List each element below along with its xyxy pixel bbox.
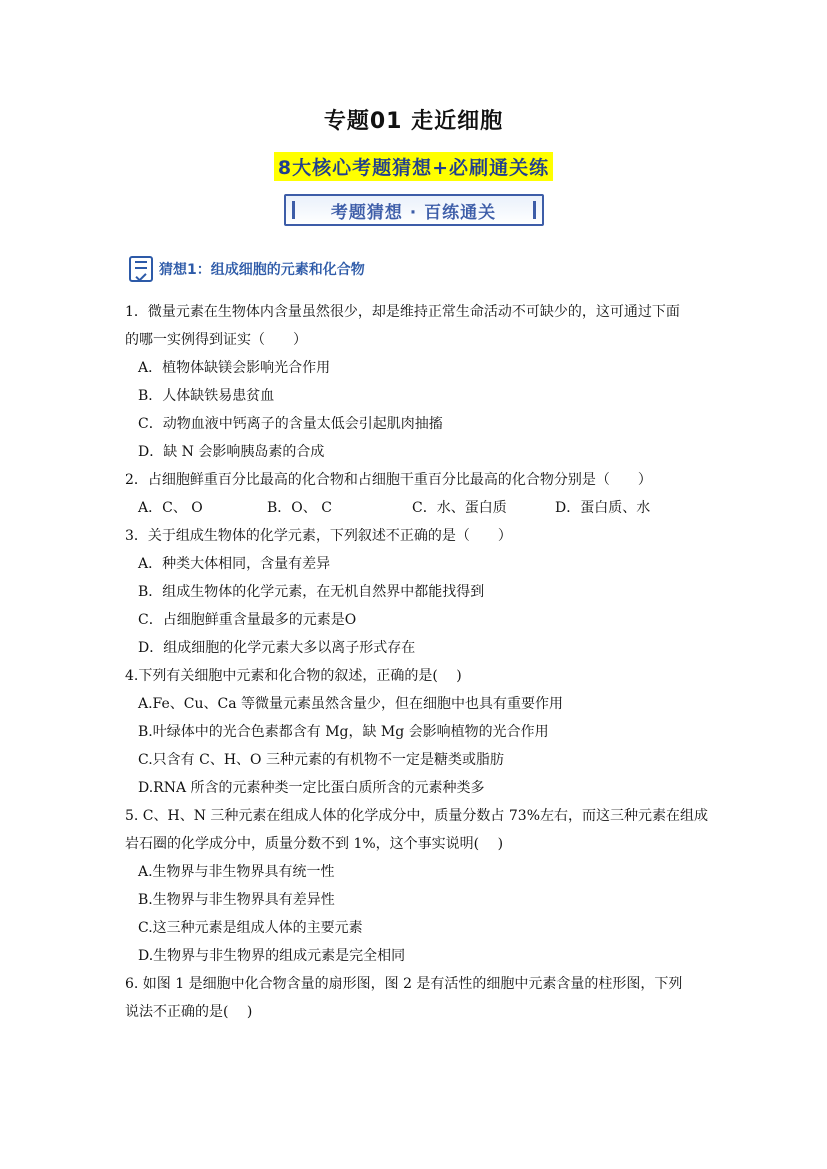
option-a: A.生物界与非生物界具有统一性 xyxy=(138,864,335,880)
option-b: B．人体缺铁易患贫血 xyxy=(138,388,275,404)
option-c: C．占细胞鲜重含量最多的元素是O xyxy=(138,612,357,628)
option-b: B.生物界与非生物界具有差异性 xyxy=(138,892,335,908)
option-a: A.Fe、Cu、Ca 等微量元素虽然含量少，但在细胞中也具有重要作用 xyxy=(138,696,564,712)
question-6 xyxy=(125,970,705,1026)
page-subtitle: 8大核心考题猜想+必刷通关练 xyxy=(274,152,553,181)
question-stem-line: 2．占细胞鲜重百分比最高的化合物和占细胞干重百分比最高的化合物分别是（ ） xyxy=(125,472,652,488)
question-stem-line: 4.下列有关细胞中元素和化合物的叙述，正确的是( ) xyxy=(125,668,462,684)
question-stem-line: 1．微量元素在生物体内含量虽然很少，却是维持正常生命活动不可缺少的，这可通过下面 xyxy=(125,304,680,320)
question-list xyxy=(125,298,708,1026)
question-stem-line: 5. C、H、N 三种元素在组成人体的化学成分中，质量分数占 73%左右，而这三种元素在组成 xyxy=(125,808,708,824)
option-d: D．组成细胞的化学元素大多以离子形式存在 xyxy=(138,640,416,656)
inline-options xyxy=(125,494,705,522)
option-a: A．种类大体相同，含量有差异 xyxy=(138,556,331,572)
question-stem-line: 的哪一实例得到证实（ ） xyxy=(125,332,307,348)
option-d: D．缺 N 会影响胰岛素的合成 xyxy=(138,444,325,460)
option-c: C.这三种元素是组成人体的主要元素 xyxy=(138,920,363,936)
question-4 xyxy=(125,662,705,802)
page-title: 专题01 走近细胞 xyxy=(323,109,504,134)
option-d: D.生物界与非生物界的组成元素是完全相同 xyxy=(138,948,406,964)
option-c: C.只含有 C、H、O 三种元素的有机物不一定是糖类或脂肪 xyxy=(138,752,504,768)
question-stem-line: 3．关于组成生物体的化学元素，下列叙述不正确的是（ ） xyxy=(125,528,512,544)
option-d: D.RNA 所含的元素种类一定比蛋白质所含的元素种类多 xyxy=(138,780,485,796)
question-2 xyxy=(125,466,705,522)
question-5 xyxy=(125,802,708,970)
option-c: C．动物血液中钙离子的含量太低会引起肌肉抽搐 xyxy=(138,416,443,432)
option-c: C．水、蛋白质 xyxy=(412,500,507,516)
section-banner: 考题猜想 · 百练通关 xyxy=(284,194,544,226)
question-3 xyxy=(125,522,705,662)
option-b: B．组成生物体的化学元素，在无机自然界中都能找得到 xyxy=(138,584,485,600)
option-b: B．O、 C xyxy=(267,500,332,516)
question-stem-line: 6. 如图 1 是细胞中化合物含量的扇形图，图 2 是有活性的细胞中元素含量的柱形图，下列 xyxy=(125,976,683,992)
section-title: 猜想1：组成细胞的元素和化合物 xyxy=(159,262,365,278)
option-a: A．C、 O xyxy=(138,500,203,516)
question-1 xyxy=(125,298,705,466)
exam-sheet-icon xyxy=(129,256,153,282)
question-stem-line: 说法不正确的是( ) xyxy=(125,1004,253,1020)
option-b: B.叶绿体中的光合色素都含有 Mg，缺 Mg 会影响植物的光合作用 xyxy=(138,724,549,740)
section-header xyxy=(129,256,365,282)
question-stem-line: 岩石圈的化学成分中，质量分数不到 1%，这个事实说明( ) xyxy=(125,836,504,852)
option-d: D．蛋白质、水 xyxy=(555,500,651,516)
option-a: A．植物体缺镁会影响光合作用 xyxy=(138,360,331,376)
